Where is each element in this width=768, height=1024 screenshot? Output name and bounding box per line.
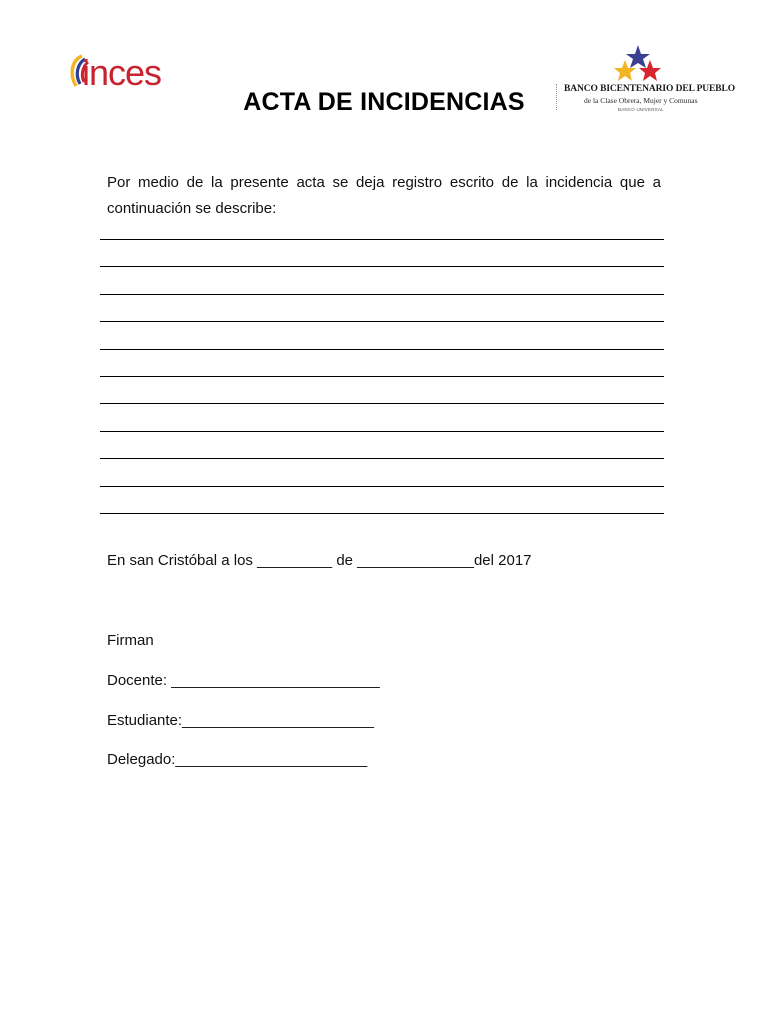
bank-logo: [552, 44, 736, 120]
bank-logo-divider: [556, 84, 558, 110]
incident-line: [100, 486, 664, 487]
incident-line: [100, 513, 664, 514]
incident-line: [100, 294, 664, 295]
incident-line: [100, 458, 664, 459]
incident-line: [100, 239, 664, 240]
signature-delegado: Delegado:_______________________: [107, 751, 368, 768]
page-title-text: ACTA DE INCIDENCIAS: [243, 88, 525, 116]
bank-small-text: BANCO UNIVERSAL: [618, 107, 664, 112]
incident-line: [100, 376, 664, 377]
three-stars-icon: [610, 44, 680, 84]
place-date-line: En san Cristóbal a los _________ de ______________del 2017: [107, 552, 532, 569]
incident-line: [100, 321, 664, 322]
incident-line: [100, 403, 664, 404]
incident-line: [100, 266, 664, 267]
inces-logo-text: inces: [82, 52, 162, 93]
incident-line: [100, 349, 664, 350]
signatures-heading: Firman: [107, 632, 154, 649]
bank-subtitle: de la Clase Obrera, Mujer y Comunas: [584, 96, 698, 105]
signature-docente: Docente: _________________________: [107, 672, 380, 689]
signature-estudiante: Estudiante:_______________________: [107, 712, 374, 729]
incident-line: [100, 431, 664, 432]
bank-name: BANCO BICENTENARIO DEL PUEBLO: [564, 84, 736, 94]
intro-paragraph: Por medio de la presente acta se deja registro escrito de la incidencia que a continuación se describe:: [107, 174, 661, 217]
